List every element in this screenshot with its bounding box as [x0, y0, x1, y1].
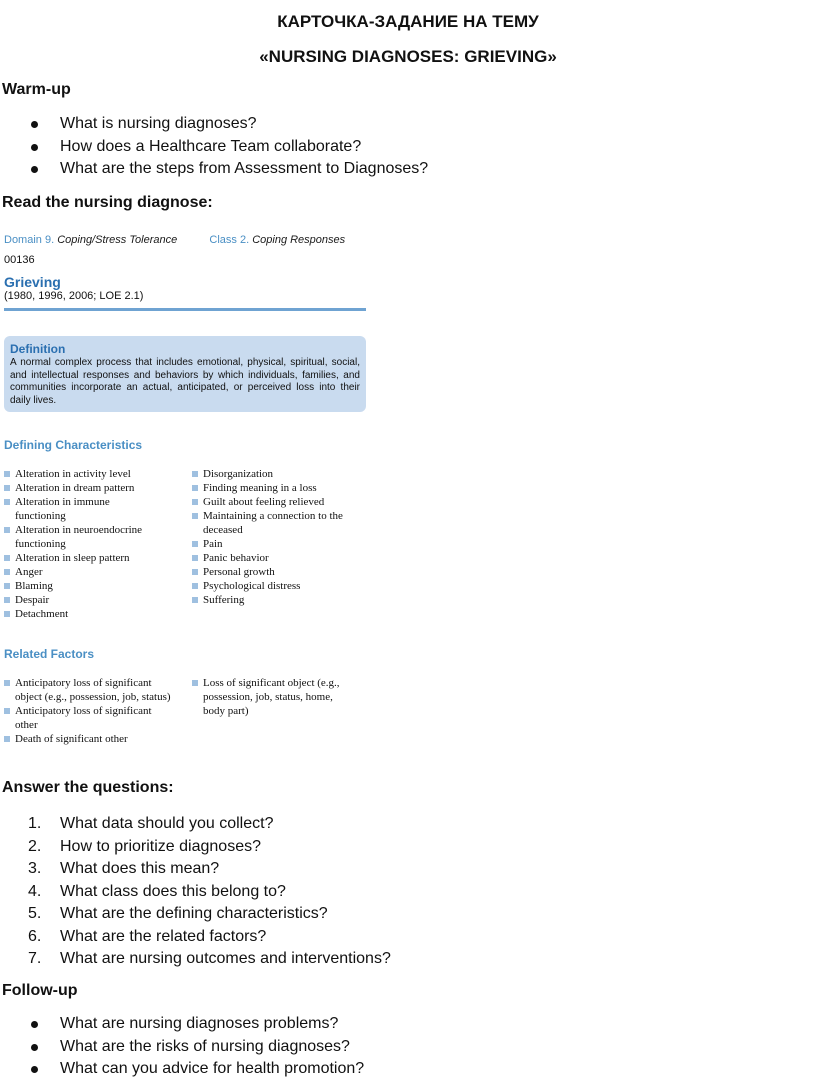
bullet-icon [31, 166, 38, 173]
domain-class-row [4, 234, 345, 246]
diagnosis-code: 00136 [4, 254, 35, 266]
page-subtitle: «NURSING DIAGNOSES: GRIEVING» [259, 47, 557, 66]
list-item: 5. What are the defining characteristics? [28, 905, 328, 922]
followup-heading: Follow-up [2, 982, 78, 999]
square-bullet-icon [4, 583, 10, 589]
list-item: Suffering [192, 593, 364, 607]
list-item: 4. What class does this belong to? [28, 882, 286, 900]
list-item: Alteration in immune functioning [4, 495, 147, 523]
list-item: 7. What are nursing outcomes and interventions? [28, 950, 391, 967]
divider [4, 308, 366, 311]
square-bullet-icon [192, 569, 198, 575]
list-item: 6. What are the related factors? [28, 927, 267, 945]
square-bullet-icon [4, 471, 10, 477]
diagnosis-name: Grieving [4, 274, 61, 290]
list-item: Detachment [4, 607, 184, 621]
definition-title: Definition [10, 342, 66, 356]
list-item: Despair [4, 593, 184, 607]
class-label: Class 2. [209, 234, 250, 246]
list-item: Alteration in sleep pattern [4, 551, 184, 565]
definition-box [4, 336, 366, 412]
definition-text: A normal complex process that includes emotional, physical, spiritual, social, and intellectual responses and behaviors by which individuals, families, and communities incorporate an actual, anticipated, or perceived loss into their daily lives. [10, 357, 360, 406]
defining-list-left [4, 467, 184, 621]
list-item: What are the risks of nursing diagnoses? [0, 1036, 364, 1059]
square-bullet-icon [4, 527, 10, 533]
bullet-icon [31, 1044, 38, 1051]
list-item: 2. How to prioritize diagnoses? [28, 837, 261, 855]
diagnosis-years: (1980, 1996, 2006; LOE 2.1) [4, 290, 144, 302]
related-factors-title: Related Factors [4, 647, 95, 661]
domain-label: Domain 9. [4, 234, 55, 246]
square-bullet-icon [192, 513, 198, 519]
list-item: Anticipatory loss of significant other [4, 704, 176, 732]
list-item: Death of significant other [4, 732, 176, 746]
list-item: Maintaining a connection to the deceased [192, 509, 363, 537]
square-bullet-icon [192, 541, 198, 547]
list-item: Personal growth [192, 565, 364, 579]
square-bullet-icon [192, 583, 198, 589]
list-item: What are nursing diagnoses problems? [0, 1013, 364, 1036]
square-bullet-icon [4, 708, 10, 714]
list-item: How does a Healthcare Team collaborate? [0, 136, 428, 159]
square-bullet-icon [4, 499, 10, 505]
square-bullet-icon [4, 736, 10, 742]
list-item: Disorganization [192, 467, 364, 481]
warmup-heading: Warm-up [2, 81, 71, 98]
list-item: Blaming [4, 579, 184, 593]
list-item: What are the steps from Assessment to Diagnoses? [0, 158, 428, 181]
defining-list-right [192, 467, 364, 607]
warmup-list [0, 113, 428, 181]
square-bullet-icon [192, 471, 198, 477]
square-bullet-icon [4, 611, 10, 617]
square-bullet-icon [192, 680, 198, 686]
page-title: КАРТОЧКА-ЗАДАНИЕ НА ТЕМУ [277, 12, 539, 31]
bullet-icon [31, 1066, 38, 1073]
list-item: Anger [4, 565, 184, 579]
list-item: What can you advice for health promotion? [0, 1058, 364, 1081]
square-bullet-icon [192, 485, 198, 491]
class-name: Coping Responses [252, 234, 346, 246]
list-item: Loss of significant object (e.g., possession, job, status, home, body part) [192, 676, 352, 718]
followup-list [0, 1013, 364, 1081]
read-heading: Read the nursing diagnose: [2, 194, 213, 211]
square-bullet-icon [4, 555, 10, 561]
list-item: Psychological distress [192, 579, 364, 593]
defining-characteristics-title: Defining Characteristics [4, 438, 143, 452]
related-list-right [192, 676, 352, 718]
list-item: Guilt about feeling relieved [192, 495, 364, 509]
list-item: 3. What does this mean? [28, 860, 220, 877]
list-item: Alteration in activity level [4, 467, 184, 481]
answer-list [0, 813, 391, 971]
square-bullet-icon [192, 597, 198, 603]
square-bullet-icon [4, 569, 10, 575]
square-bullet-icon [4, 485, 10, 491]
square-bullet-icon [192, 555, 198, 561]
nanda-excerpt [4, 226, 368, 766]
bullet-icon [31, 144, 38, 151]
square-bullet-icon [192, 499, 198, 505]
list-item: 1. What data should you collect? [28, 815, 274, 832]
list-item: Alteration in dream pattern [4, 481, 184, 495]
square-bullet-icon [4, 597, 10, 603]
answer-heading: Answer the questions: [2, 779, 174, 796]
domain-name: Coping/Stress Tolerance [57, 234, 178, 246]
list-item: Anticipatory loss of significant object (e.g., possession, job, status) [4, 676, 176, 704]
related-list-left [4, 676, 176, 746]
list-item: What is nursing diagnoses? [0, 113, 428, 136]
list-item: Alteration in neuroendocrine functioning [4, 523, 179, 551]
list-item: Panic behavior [192, 551, 364, 565]
list-item: Finding meaning in a loss [192, 481, 364, 495]
bullet-icon [31, 121, 38, 128]
square-bullet-icon [4, 680, 10, 686]
list-item: Pain [192, 537, 364, 551]
bullet-icon [31, 1021, 38, 1028]
